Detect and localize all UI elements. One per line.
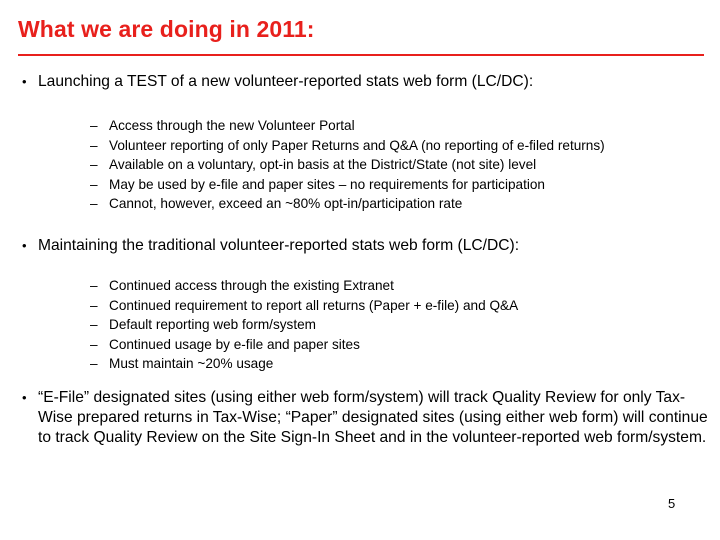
- sub-list-item: [90, 354, 518, 374]
- dash-icon: –: [90, 157, 98, 172]
- dash-icon: –: [90, 317, 98, 332]
- bullet-dot-icon: •: [22, 238, 27, 253]
- sub-list: [90, 276, 518, 374]
- sub-item-text: Continued requirement to report all returns (Paper + e-file) and Q&A: [109, 297, 519, 313]
- page-number: 5: [668, 496, 676, 511]
- sub-list-item: [90, 116, 605, 136]
- bullet-dot-icon: •: [22, 74, 27, 89]
- bullet-text: Maintaining the traditional volunteer-reported stats web form (LC/DC):: [38, 237, 520, 254]
- sub-item-text: Cannot, however, exceed an ~80% opt-in/participation rate: [109, 196, 463, 211]
- dash-icon: –: [90, 278, 98, 293]
- dash-icon: –: [90, 176, 98, 192]
- dash-icon: –: [90, 137, 98, 153]
- sub-list: [90, 116, 605, 214]
- sub-item-text: Available on a voluntary, opt-in basis at the District/State (not site) level: [109, 157, 537, 172]
- slide-title: What we are doing in 2011:: [18, 16, 315, 42]
- sub-list-item: [90, 315, 518, 335]
- sub-item-text: Volunteer reporting of only Paper Returns and Q&A (no reporting of e-filed returns): [109, 137, 605, 153]
- sub-list-item: [90, 136, 605, 156]
- sub-item-text: Continued usage by e-file and paper sites: [109, 336, 360, 352]
- sub-item-text: Continued access through the existing Extranet: [109, 278, 394, 293]
- sub-list-item: [90, 155, 605, 175]
- sub-item-text: May be used by e-file and paper sites – no requirements for participation: [109, 176, 545, 192]
- bullet-text: “E-File” designated sites (using either web form/system) will track Quality Review for only Tax-Wise prepared returns in Tax-Wise; “Paper” designated sites (using either web form) will continue to track Quality Review on the Site Sign-In Sheet and in the volunteer-reported web form/system.: [38, 389, 708, 446]
- sub-list-item: [90, 175, 605, 195]
- sub-item-text: Default reporting web form/system: [109, 317, 317, 332]
- sub-list-item: [90, 194, 605, 214]
- bullet-dot-icon: •: [22, 390, 27, 405]
- bullet-text: Launching a TEST of a new volunteer-reported stats web form (LC/DC):: [38, 73, 534, 90]
- sub-list-item: [90, 276, 518, 296]
- sub-list-item: [90, 335, 518, 355]
- dash-icon: –: [90, 196, 98, 211]
- sub-item-text: Access through the new Volunteer Portal: [109, 118, 355, 133]
- dash-icon: –: [90, 297, 98, 313]
- dash-icon: –: [90, 356, 98, 371]
- title-divider: [18, 54, 704, 56]
- sub-item-text: Must maintain ~20% usage: [109, 356, 274, 371]
- dash-icon: –: [90, 118, 98, 133]
- sub-list-item: [90, 296, 518, 316]
- dash-icon: –: [90, 336, 98, 352]
